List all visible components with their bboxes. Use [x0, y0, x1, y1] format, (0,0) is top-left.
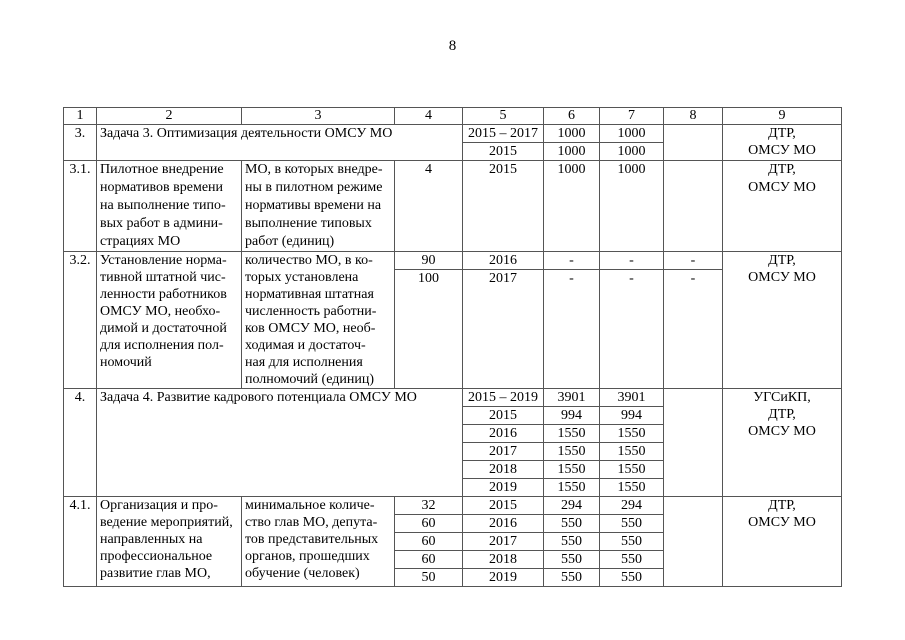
action-line: страциях МО	[100, 234, 181, 249]
page-number: 8	[448, 38, 457, 54]
action-line: профессиональное	[100, 549, 213, 564]
action-line: для исполнения пол-	[100, 338, 224, 353]
target-value-cell: 60	[395, 533, 463, 551]
value-cell: -	[600, 252, 664, 270]
value-cell: 550	[600, 533, 664, 551]
action-cell	[97, 497, 242, 587]
value-cell: 3901	[600, 389, 664, 407]
action-line: вых работ в админи-	[100, 216, 223, 231]
target-value-cell: 100	[395, 270, 463, 389]
period-cell: 2019	[463, 479, 544, 497]
value-cell: 1550	[600, 461, 664, 479]
value-cell: -	[600, 270, 664, 389]
header-cell: 6	[544, 108, 600, 125]
target-value-cell: 90	[395, 252, 463, 270]
table-row	[64, 125, 842, 143]
period-cell: 2015	[463, 161, 544, 252]
indicator-line: численность работни-	[245, 304, 377, 319]
action-line: Организация и про-	[100, 498, 218, 513]
indicator-line: ство глав МО, депута-	[245, 515, 378, 530]
value-cell: 1550	[600, 479, 664, 497]
value-cell: -	[664, 270, 723, 389]
program-table	[63, 107, 842, 587]
responsible-line: ДТР,	[768, 407, 796, 422]
indicator-line: торых установлена	[245, 270, 359, 285]
responsible-line: ОМСУ МО	[748, 180, 816, 195]
value-cell	[664, 161, 723, 252]
period-cell: 2015 – 2017	[463, 125, 544, 143]
responsible-line: УГСиКП,	[753, 390, 811, 405]
value-cell: 1000	[544, 161, 600, 252]
indicator-line: тов представительных	[245, 532, 379, 547]
task-number: 3.	[64, 125, 97, 161]
value-cell: 1550	[544, 443, 600, 461]
value-cell: 1550	[600, 425, 664, 443]
responsible-cell	[723, 497, 842, 587]
value-cell: 1550	[544, 479, 600, 497]
responsible-line: ДТР,	[768, 498, 796, 513]
responsible-line: ДТР,	[768, 126, 796, 141]
indicator-line: ходимая и достаточ-	[245, 338, 366, 353]
indicator-line: минимальное количе-	[245, 498, 375, 513]
responsible-line: ОМСУ МО	[748, 270, 816, 285]
value-cell: -	[544, 270, 600, 389]
header-cell: 8	[664, 108, 723, 125]
responsible-cell	[723, 389, 842, 497]
table-row	[64, 389, 842, 407]
table-row	[64, 252, 842, 270]
value-cell	[664, 389, 723, 497]
period-cell: 2015 – 2019	[463, 389, 544, 407]
value-cell	[664, 125, 723, 161]
value-cell	[664, 497, 723, 587]
responsible-line: ОМСУ МО	[748, 424, 816, 439]
action-line: ОМСУ МО, необхо-	[100, 304, 221, 319]
action-line: развитие глав МО,	[100, 566, 211, 581]
item-number: 3.1.	[64, 161, 97, 252]
indicator-line: ная для исполнения	[245, 355, 363, 370]
indicator-line: работ (единиц)	[245, 234, 335, 249]
period-cell: 2016	[463, 252, 544, 270]
task-number: 4.	[64, 389, 97, 497]
value-cell: 994	[600, 407, 664, 425]
value-cell: 550	[600, 551, 664, 569]
target-value-cell: 4	[395, 161, 463, 252]
task-title: Задача 3. Оптимизация деятельности ОМСУ МО	[97, 125, 463, 161]
header-row	[64, 108, 842, 125]
period-cell: 2016	[463, 425, 544, 443]
action-cell	[97, 252, 242, 389]
target-value-cell: 60	[395, 551, 463, 569]
value-cell: 550	[544, 533, 600, 551]
value-cell: 1550	[544, 425, 600, 443]
value-cell: -	[664, 252, 723, 270]
action-cell	[97, 161, 242, 252]
period-cell: 2017	[463, 270, 544, 389]
period-cell: 2017	[463, 443, 544, 461]
value-cell: 550	[600, 515, 664, 533]
value-cell: 550	[600, 569, 664, 587]
period-cell: 2018	[463, 461, 544, 479]
value-cell: 550	[544, 515, 600, 533]
responsible-cell	[723, 161, 842, 252]
value-cell: 1000	[600, 161, 664, 252]
action-line: Установление норма-	[100, 253, 227, 268]
action-line: ведение мероприятий,	[100, 515, 233, 530]
indicator-line: МО, в которых внедре-	[245, 162, 383, 177]
value-cell: 1000	[600, 125, 664, 143]
value-cell: 1000	[544, 125, 600, 143]
action-line: тивной штатной чис-	[100, 270, 226, 285]
action-line: Пилотное внедрение	[100, 162, 224, 177]
responsible-line: ОМСУ МО	[748, 515, 816, 530]
item-number: 4.1.	[64, 497, 97, 587]
indicator-line: выполнение типовых	[245, 216, 372, 231]
period-cell: 2018	[463, 551, 544, 569]
value-cell: 294	[544, 497, 600, 515]
period-cell: 2016	[463, 515, 544, 533]
period-cell: 2015	[463, 143, 544, 161]
value-cell: -	[544, 252, 600, 270]
value-cell: 550	[544, 551, 600, 569]
header-cell: 3	[242, 108, 395, 125]
action-line: нормативов времени	[100, 180, 224, 195]
value-cell: 1000	[600, 143, 664, 161]
value-cell: 1550	[600, 443, 664, 461]
value-cell: 1000	[544, 143, 600, 161]
task-title: Задача 4. Развитие кадрового потенциала ОМСУ МО	[97, 389, 463, 497]
indicator-line: нормативная штатная	[245, 287, 374, 302]
action-line: на выполнение типо-	[100, 198, 226, 213]
action-line: направленных на	[100, 532, 203, 547]
period-cell: 2019	[463, 569, 544, 587]
responsible-cell	[723, 125, 842, 161]
item-number: 3.2.	[64, 252, 97, 389]
target-value-cell: 60	[395, 515, 463, 533]
value-cell: 550	[544, 569, 600, 587]
indicator-line: ков ОМСУ МО, необ-	[245, 321, 376, 336]
indicator-cell	[242, 497, 395, 587]
header-cell: 5	[463, 108, 544, 125]
indicator-line: нормативы времени на	[245, 198, 382, 213]
target-value-cell: 32	[395, 497, 463, 515]
target-value-cell: 50	[395, 569, 463, 587]
action-line: номочий	[100, 355, 152, 370]
indicator-cell	[242, 161, 395, 252]
indicator-line: количество МО, в ко-	[245, 253, 373, 268]
responsible-cell	[723, 252, 842, 389]
period-cell: 2015	[463, 407, 544, 425]
header-cell: 2	[97, 108, 242, 125]
responsible-line: ДТР,	[768, 162, 796, 177]
indicator-line: ны в пилотном режиме	[245, 180, 383, 195]
value-cell: 294	[600, 497, 664, 515]
header-cell: 9	[723, 108, 842, 125]
indicator-line: полномочий (единиц)	[245, 372, 374, 387]
responsible-line: ДТР,	[768, 253, 796, 268]
indicator-line: органов, прошедших	[245, 549, 370, 564]
indicator-line: обучение (человек)	[245, 566, 360, 581]
header-cell: 1	[64, 108, 97, 125]
table-row	[64, 161, 842, 252]
action-line: димой и достаточной	[100, 321, 227, 336]
responsible-line: ОМСУ МО	[748, 143, 816, 158]
period-cell: 2017	[463, 533, 544, 551]
header-cell: 7	[600, 108, 664, 125]
value-cell: 994	[544, 407, 600, 425]
value-cell: 3901	[544, 389, 600, 407]
table-row	[64, 497, 842, 515]
header-cell: 4	[395, 108, 463, 125]
indicator-cell	[242, 252, 395, 389]
period-cell: 2015	[463, 497, 544, 515]
action-line: ленности работников	[100, 287, 227, 302]
value-cell: 1550	[544, 461, 600, 479]
